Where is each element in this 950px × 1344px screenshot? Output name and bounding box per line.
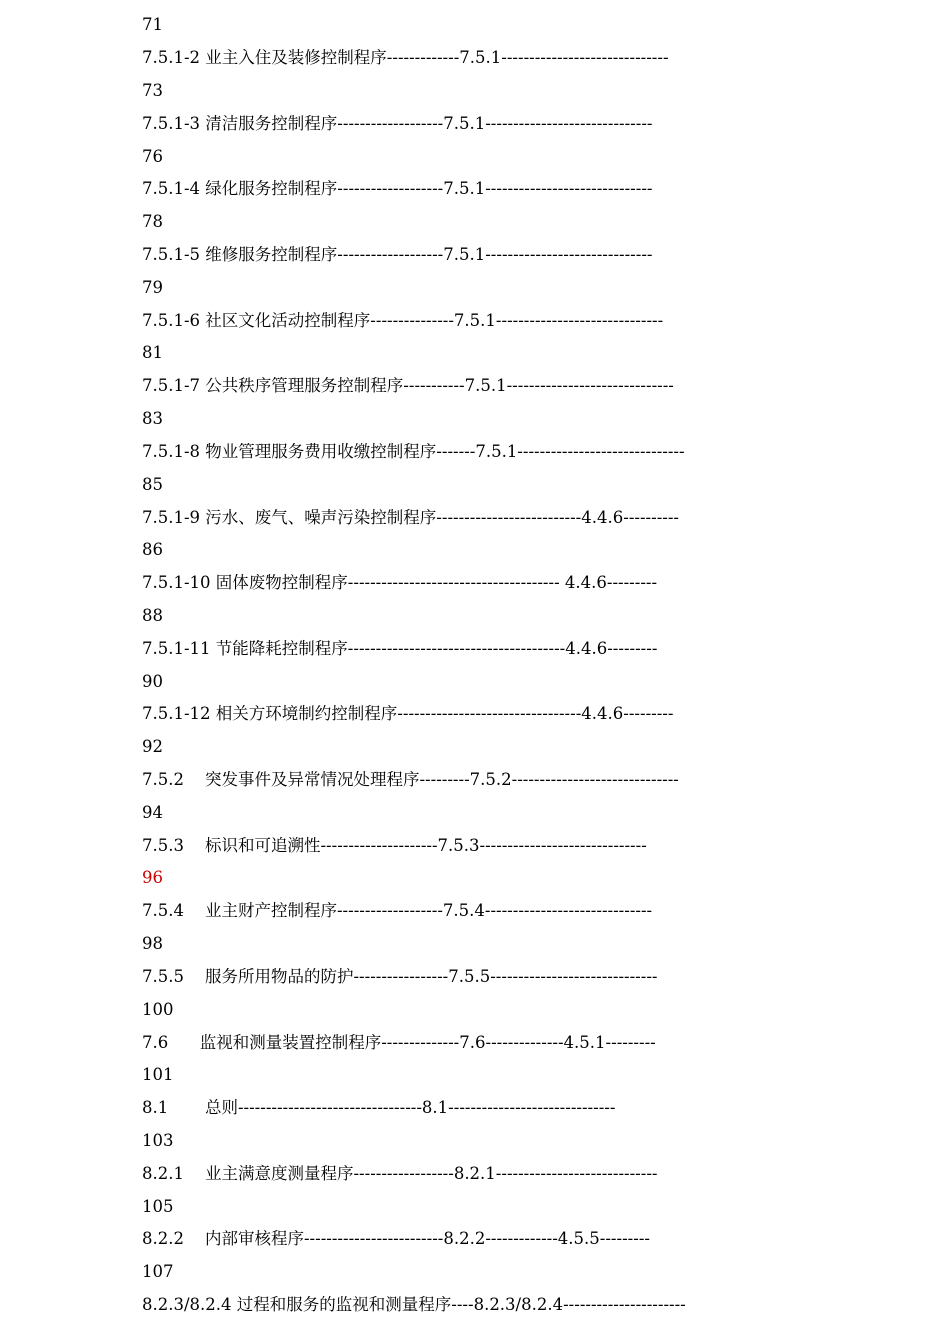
toc-page-number: 90 — [142, 672, 163, 691]
toc-entry: 7.5.5 服务所用物品的防护-----------------7.5.5------------------------------ — [142, 967, 658, 986]
toc-page-number: 86 — [142, 540, 163, 559]
toc-entry: 7.5.1-4 绿化服务控制程序-------------------7.5.1------------------------------ — [142, 179, 653, 198]
toc-entry: 7.5.1-10 固体废物控制程序-------------------------------------- 4.4.6--------- — [142, 573, 658, 592]
toc-page-number: 79 — [142, 278, 163, 297]
toc-page-number: 73 — [142, 81, 163, 100]
toc-page-number: 103 — [142, 1131, 174, 1150]
toc-entry: 7.5.1-9 污水、废气、噪声污染控制程序--------------------------4.4.6---------- — [142, 508, 679, 527]
toc-page-number: 98 — [142, 934, 163, 953]
toc-page-number: 83 — [142, 409, 163, 428]
toc-page-number: 81 — [142, 343, 163, 362]
toc-entry: 8.2.3/8.2.4 过程和服务的监视和测量程序----8.2.3/8.2.4---------------------- — [142, 1295, 686, 1314]
toc-page-number: 107 — [142, 1262, 174, 1281]
toc-page-number-highlighted: 96 — [142, 868, 163, 887]
toc-page-number: 88 — [142, 606, 163, 625]
toc-entry: 8.1 总则---------------------------------8.1------------------------------ — [142, 1098, 616, 1117]
toc-page-number: 71 — [142, 15, 163, 34]
toc-entry: 7.5.3 标识和可追溯性---------------------7.5.3------------------------------ — [142, 836, 647, 855]
toc-entry: 7.5.2 突发事件及异常情况处理程序---------7.5.2------------------------------ — [142, 770, 679, 789]
toc-entry: 7.5.1-7 公共秩序管理服务控制程序-----------7.5.1------------------------------ — [142, 376, 674, 395]
toc-page-number: 94 — [142, 803, 163, 822]
toc-page-number: 101 — [142, 1065, 174, 1084]
toc-entry: 7.5.1-2 业主入住及装修控制程序-------------7.5.1------------------------------ — [142, 48, 669, 67]
toc-entry: 7.5.4 业主财产控制程序-------------------7.5.4------------------------------ — [142, 901, 653, 920]
toc-entry: 8.2.1 业主满意度测量程序------------------8.2.1----------------------------- — [142, 1164, 658, 1183]
toc-entry: 8.2.2 内部审核程序-------------------------8.2.2-------------4.5.5--------- — [142, 1229, 650, 1248]
toc-entry: 7.5.1-5 维修服务控制程序-------------------7.5.1------------------------------ — [142, 245, 653, 264]
toc-entry: 7.5.1-12 相关方环境制约控制程序---------------------------------4.4.6--------- — [142, 704, 674, 723]
toc-entry: 7.5.1-8 物业管理服务费用收缴控制程序-------7.5.1------------------------------ — [142, 442, 685, 461]
toc-page-number: 78 — [142, 212, 163, 231]
toc-page-number: 105 — [142, 1197, 174, 1216]
toc-page-number: 85 — [142, 475, 163, 494]
toc-entry: 7.6 监视和测量装置控制程序--------------7.6--------------4.5.1--------- — [142, 1033, 656, 1052]
toc-page-number: 100 — [142, 1000, 174, 1019]
toc-page-number: 92 — [142, 737, 163, 756]
toc-page-number: 76 — [142, 147, 163, 166]
toc-entry: 7.5.1-3 清洁服务控制程序-------------------7.5.1------------------------------ — [142, 114, 653, 133]
toc-entry: 7.5.1-6 社区文化活动控制程序---------------7.5.1------------------------------ — [142, 311, 664, 330]
toc-entry: 7.5.1-11 节能降耗控制程序---------------------------------------4.4.6--------- — [142, 639, 658, 658]
